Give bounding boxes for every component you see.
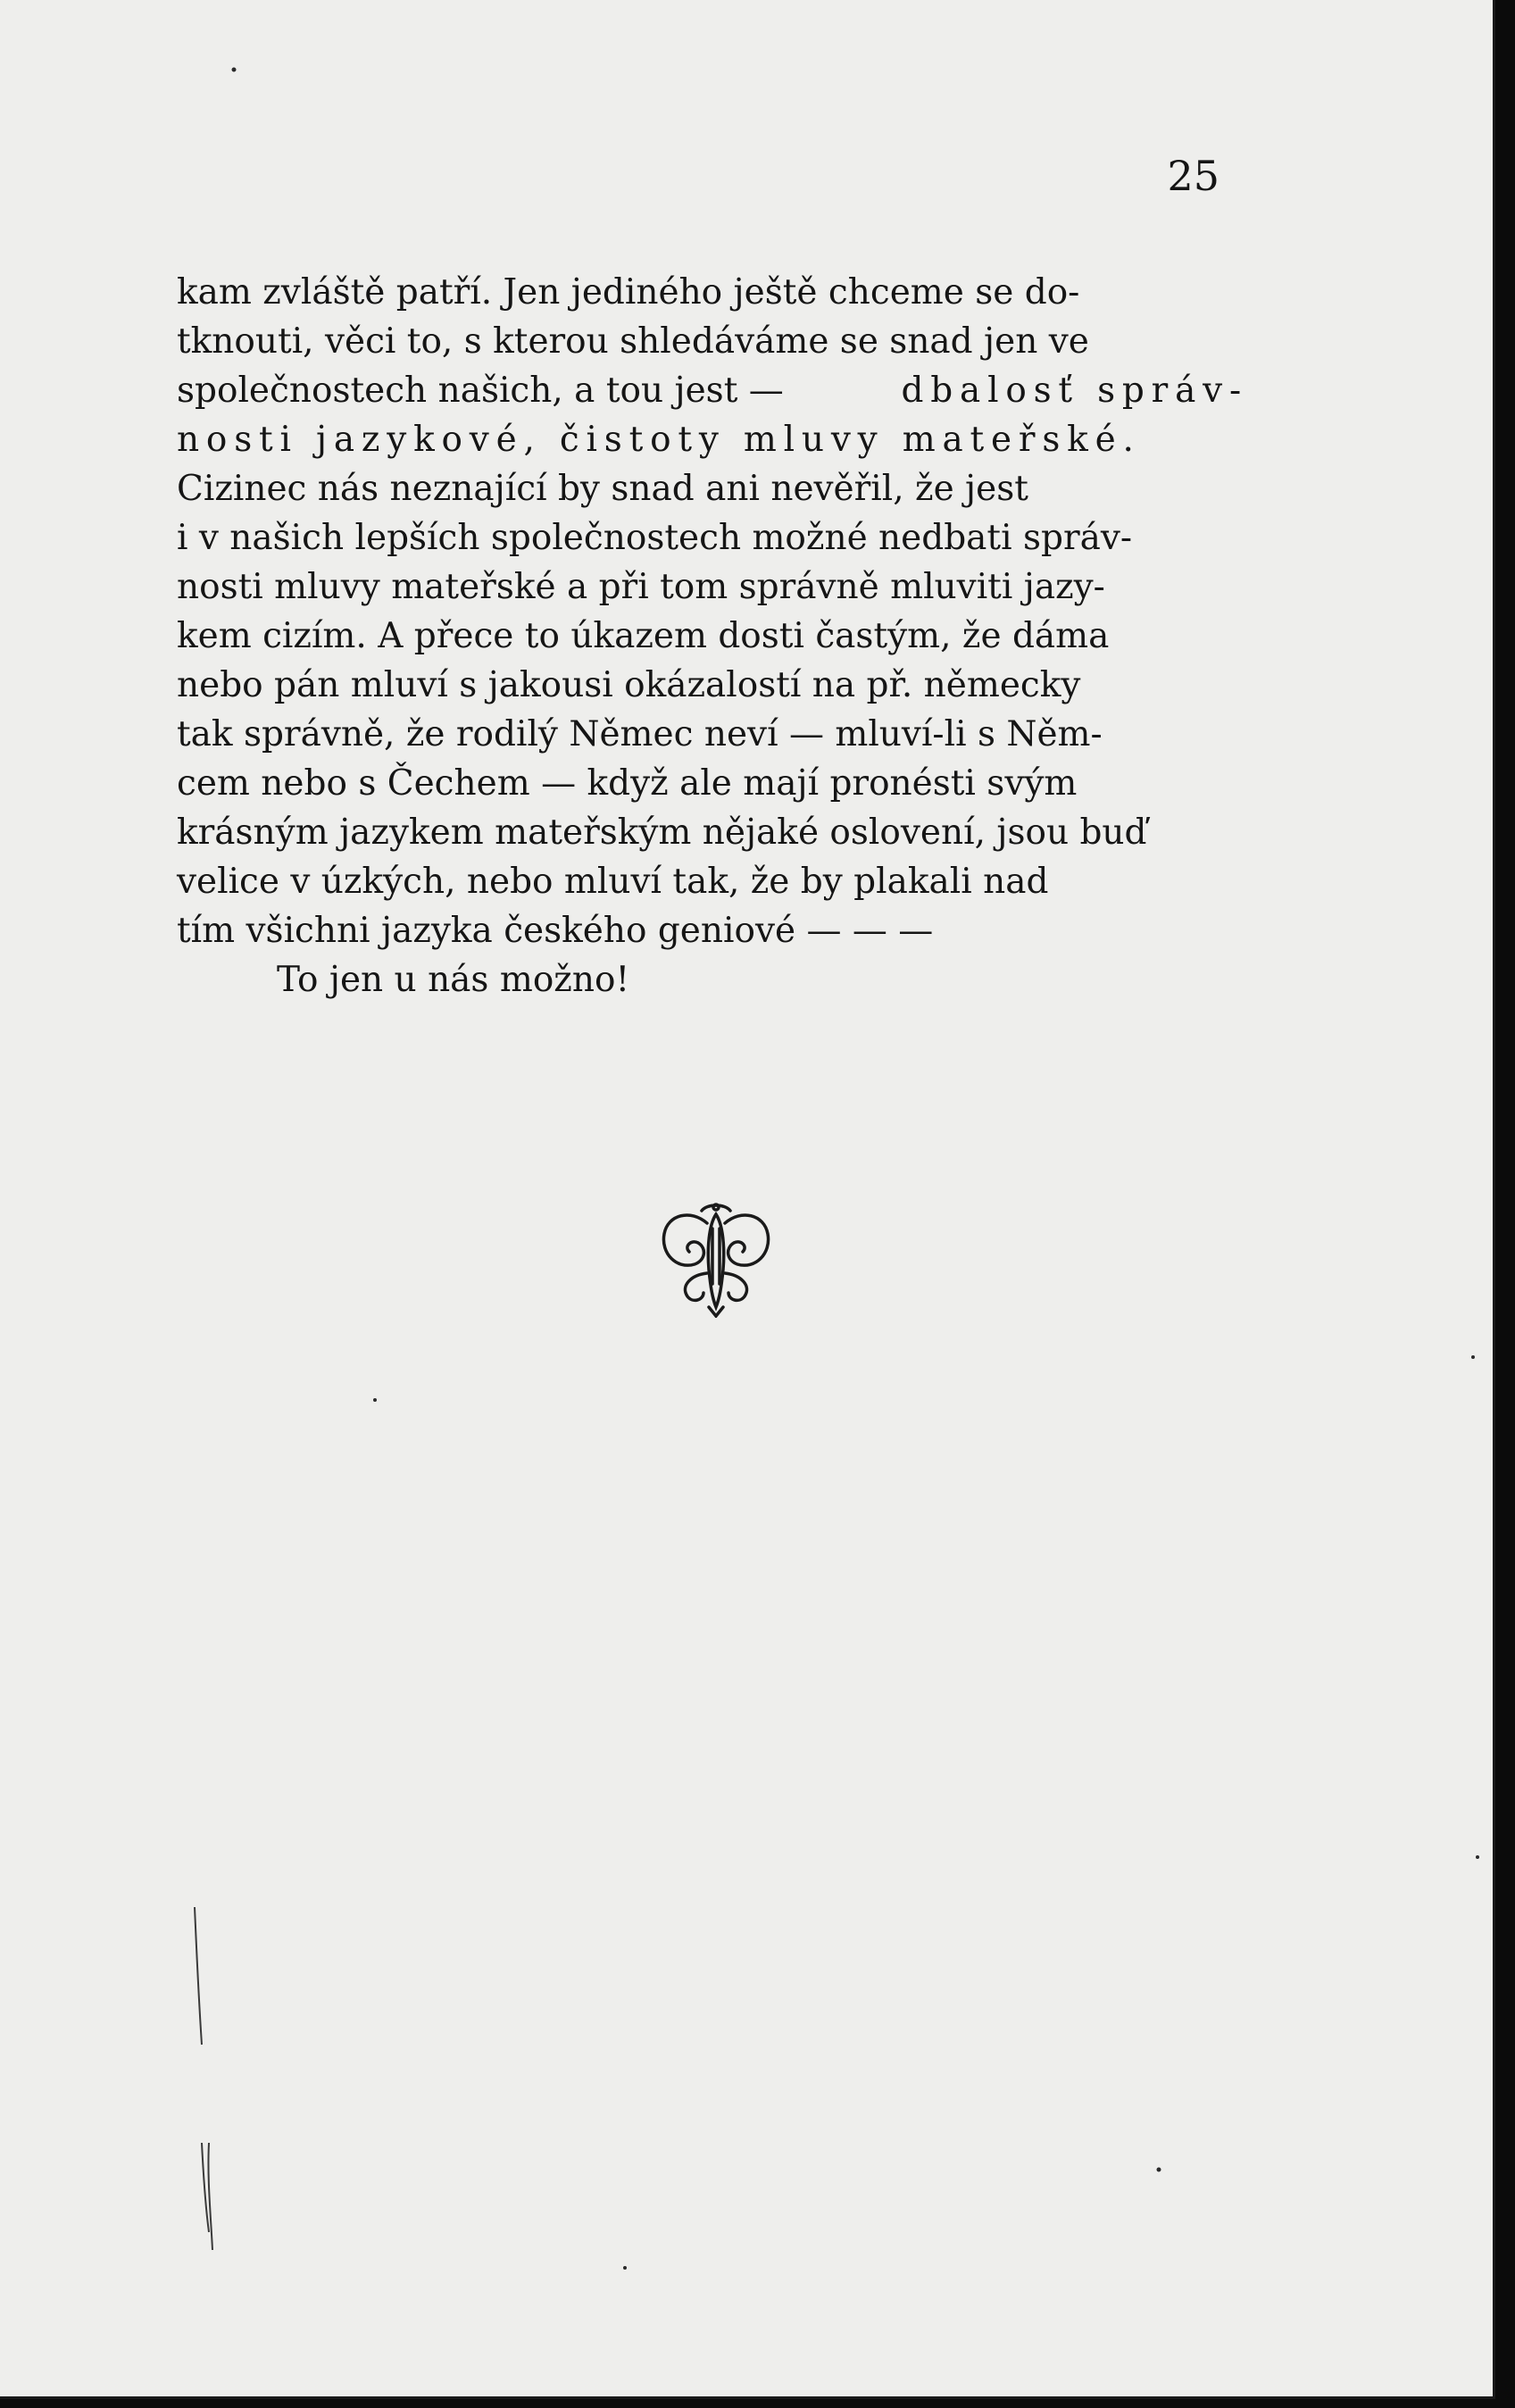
text-line-13 xyxy=(177,857,1248,906)
text-line-3-emphasis: dbalosť správ- xyxy=(901,371,1248,411)
text-line-10-content: tak správně, že rodilý Němec neví — mluví-li s Něm- xyxy=(177,714,1103,754)
text-line-9 xyxy=(177,661,1248,710)
text-line-6 xyxy=(177,513,1248,562)
text-line-13-content: velice v úzkých, nebo mluví tak, že by plakali nad xyxy=(177,862,1049,902)
text-line-1 xyxy=(177,268,1248,317)
text-line-8-content: kem cizím. A přece to úkazem dosti častým, že dáma xyxy=(177,616,1110,656)
text-line-12 xyxy=(177,808,1248,857)
text-line-12-content: krásným jazykem mateřským nějaké oslovení, jsou buď xyxy=(177,812,1147,853)
text-line-3 xyxy=(177,366,1248,415)
text-line-11 xyxy=(177,759,1248,808)
text-line-14 xyxy=(177,906,1248,955)
text-line-9-content: nebo pán mluví s jakousi okázalostí na př. německy xyxy=(177,665,1081,705)
text-line-1-content: kam zvláště patří. Jen jediného ještě chceme se do- xyxy=(177,272,1080,312)
text-line-3-content: společnostech našich, a tou jest — xyxy=(177,371,784,411)
text-line-6-content: i v našich lepších společnostech možné nedbati správ- xyxy=(177,518,1133,558)
text-line-7-content: nosti mluvy mateřské a při tom správně mluviti jazy- xyxy=(177,567,1105,607)
text-line-4 xyxy=(177,415,1248,464)
page-number: 25 xyxy=(1167,152,1219,200)
text-line-7 xyxy=(177,562,1248,612)
text-line-15-content: To jen u nás možno! xyxy=(277,960,630,1000)
text-line-10 xyxy=(177,710,1248,759)
text-line-5 xyxy=(177,464,1248,513)
text-line-2 xyxy=(177,317,1248,366)
text-line-5-content: Cizinec nás neznající by snad ani nevěřil, že jest xyxy=(177,469,1028,509)
text-line-14-content: tím všichni jazyka českého geniové — — — xyxy=(177,911,934,951)
body-text xyxy=(177,268,1248,1004)
text-line-11-content: cem nebo s Čechem — když ale mají pronésti svým xyxy=(177,763,1078,804)
text-line-8 xyxy=(177,612,1248,661)
text-line-15 xyxy=(177,955,1248,1004)
text-line-4-content: nosti jazykové, čistoty mluvy mateřské. xyxy=(177,420,1141,460)
text-line-2-content: tknouti, věci to, s kterou shledáváme se snad jen ve xyxy=(177,321,1089,362)
floral-ornament-icon xyxy=(655,1198,777,1318)
